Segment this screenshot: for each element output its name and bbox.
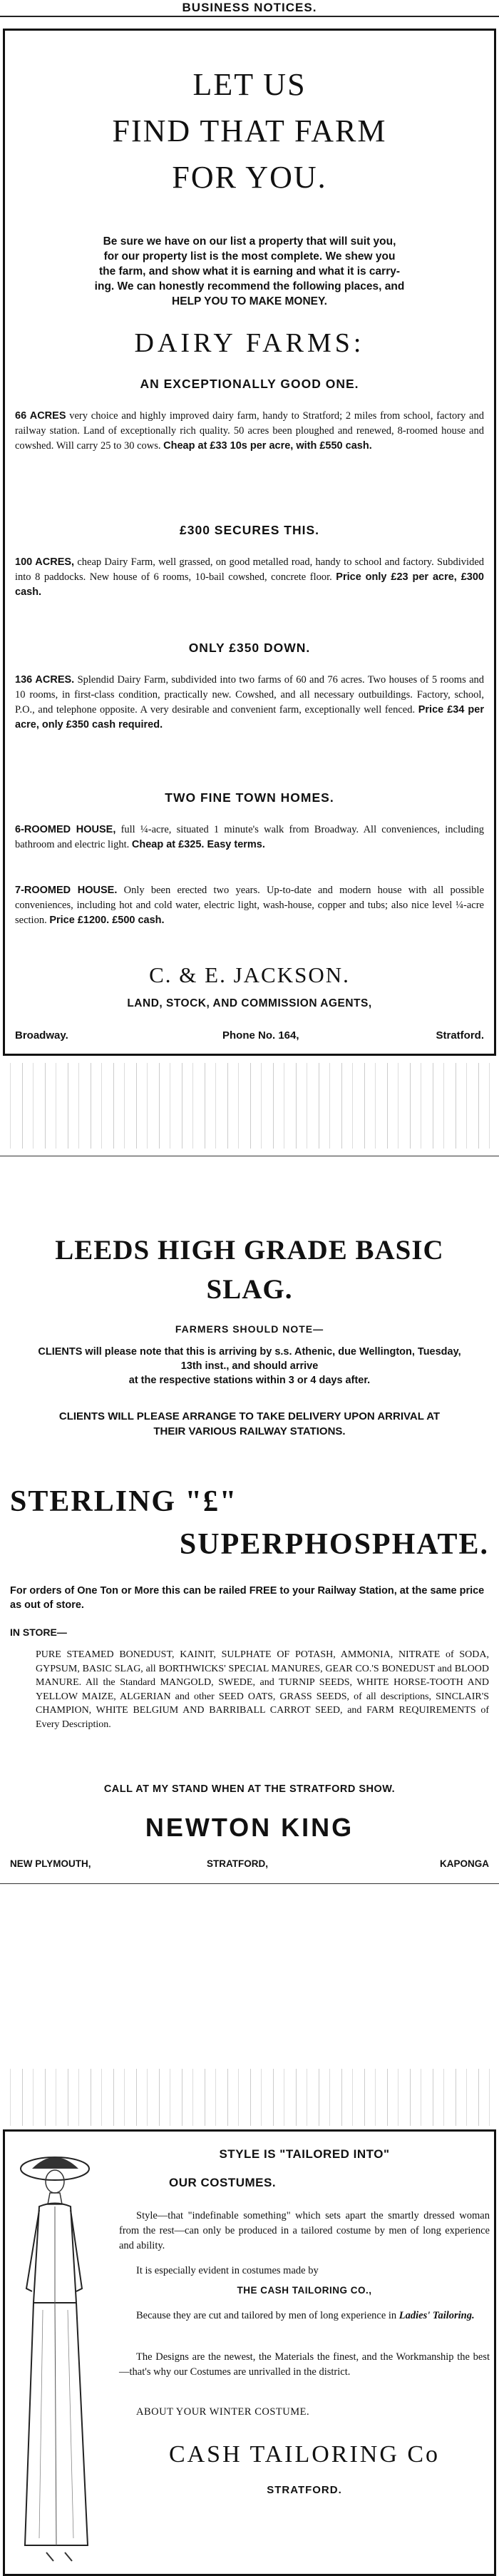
ad2-headline-2: SLAG. xyxy=(206,1274,293,1305)
ad2-call: CALL AT MY STAND WHEN AT THE STRATFORD SHOW. xyxy=(103,1783,396,1795)
lot-lead: 7-ROOMED HOUSE. xyxy=(15,885,118,896)
ad1-footer-left: Broadway. xyxy=(15,1029,68,1042)
lot-lead: 100 ACRES, xyxy=(15,556,75,568)
ad1-sub-town-homes: TWO FINE TOWN HOMES. xyxy=(165,790,334,805)
ad2-note-1-line: at the respective stations within 3 or 4 days after. xyxy=(128,1375,371,1386)
ad3-town: STRATFORD. xyxy=(267,2484,342,2496)
lot-price: Cheap at £33 10s per acre, with £550 cash. xyxy=(163,440,372,452)
ad2-store-text: PURE STEAMED BONEDUST, KAINIT, SULPHATE OF POTASH, AMMONIA, NITRATE of SODA, GYPSUM, BASIC SLAG, all BORTHWICKS' SPECIAL MANURES, GEAR CO.'S BONEDUST and BLOOD MANURE. All the Standard MANGOLD, SWEDE, and TURNIP SEEDS, WHITE HORSE-TOOTH AND YELLOW MAIZE, ALGERIAN and other SEED OATS, GRASS SEEDS, of all descriptions, SINCLAIR'S CHAMPION, WHITE BELGIUM AND BARRIBALL CARROT SEED, and FARM REQUIREMENTS of Every Description. xyxy=(36,1649,489,1730)
ad2-loc-3: KAPONGA xyxy=(439,1858,489,1869)
lot-lead: 136 ACRES. xyxy=(15,674,75,686)
lot-price: Price £1200. £500 cash. xyxy=(49,915,165,926)
ad2-headline-3: STERLING "£" xyxy=(10,1485,238,1518)
ad1-intro xyxy=(15,234,484,309)
ad1-lot-100-acres xyxy=(15,555,484,600)
ad3-para-4: The Designs are the newest, the Materials the finest, and the Workmanship the best—that's why our Costumes are unrivalled in the district. xyxy=(119,2351,490,2378)
lot-price: Cheap at £325. Easy terms. xyxy=(131,839,265,850)
woman-figure-illustration xyxy=(11,2139,118,2567)
lot-price: Price only £23 per acre, £300 cash. xyxy=(15,571,485,598)
ad1-lot-7-roomed xyxy=(15,883,484,928)
ad2-orders: For orders of One Ton or More this can be railed FREE to your Railway Station, at the same price as out of store. xyxy=(10,1585,485,1611)
ad1-lot-136-acres xyxy=(15,673,484,733)
ad1-firm-name: C. & E. JACKSON. xyxy=(149,962,350,987)
cash-tailoring-ad xyxy=(3,2129,496,2576)
newton-king-ad xyxy=(0,1156,499,2076)
ad3-para-2a: It is especially evident in costumes made by xyxy=(136,2265,319,2276)
ad1-sub-exceptional: AN EXCEPTIONALLY GOOD ONE. xyxy=(140,377,359,391)
column-gap xyxy=(0,1063,499,1149)
lot-lead: 6-ROOMED HOUSE, xyxy=(15,824,116,835)
ad3-para-2b: THE CASH TAILORING CO., xyxy=(237,2285,372,2296)
ad2-note-1 xyxy=(29,1345,470,1388)
ad2-note-1-line: CLIENTS will please note that this is arriving by s.s. Athenic, due Wellington, Tuesday, 13th inst., and should arrive xyxy=(38,1346,461,1372)
ad1-footer-mid: Phone No. 164, xyxy=(222,1029,299,1042)
header-rule xyxy=(0,16,499,17)
ad2-note-title: FARMERS SHOULD NOTE— xyxy=(175,1323,324,1335)
ad1-intro-line: Be sure we have on our list a property that will suit you, xyxy=(103,235,396,248)
lot-price: Price £34 per acre, only £350 cash required. xyxy=(15,704,485,730)
lot-lead: 66 ACRES xyxy=(15,410,66,422)
ad1-intro-line: the farm, and show what it is earning and what it is carry- xyxy=(98,265,401,278)
ad2-firm-name: NEWTON KING xyxy=(145,1813,354,1842)
ad3-para-3 xyxy=(119,2308,490,2323)
ad2-headline-4: SUPERPHOSPHATE. xyxy=(179,1528,489,1561)
ad1-headline-3: FOR YOU. xyxy=(172,160,327,195)
ad1-sub-300: £300 SECURES THIS. xyxy=(180,523,319,537)
ad1-intro-line: ing. We can honestly recommend the following places, and xyxy=(94,280,405,292)
ad1-headline-1: LET US xyxy=(192,67,307,102)
ad1-intro-line: for our property list is the most complete. We shew you xyxy=(103,250,396,263)
ad2-headline-1: LEEDS HIGH GRADE BASIC xyxy=(55,1235,444,1266)
ad1-headline-2: FIND THAT FARM xyxy=(112,113,387,148)
ad1-footer-right: Stratford. xyxy=(436,1029,484,1042)
ad1-sub-350: ONLY £350 DOWN. xyxy=(188,641,311,655)
lot-text: Only been erected two years. Up-to-date and modern house with all possible conveniences, including hot and cold water, electric light, wash-house, copper and tubs; also nice level ¼-acre section. xyxy=(15,885,485,926)
ad3-title-2: OUR COSTUMES. xyxy=(169,2176,277,2189)
ad2-loc-1: NEW PLYMOUTH, xyxy=(10,1858,91,1869)
page-header: BUSINESS NOTICES. xyxy=(182,1,317,14)
ad1-intro-cta: HELP YOU TO MAKE MONEY. xyxy=(172,295,327,307)
lot-text: Splendid Dairy Farm, subdivided into two farms of 60 and 76 acres. Two houses of 5 rooms and 10 rooms, in first-class condition, practically new. Cowshed, and all necessary outbuildings. Factory, school, P.O., and telephone opposite. A very desirable and convenient farm, exceptionally well fenced. xyxy=(15,674,485,716)
lot-text: full ¼-acre, situated 1 minute's walk from Broadway. All conveniences, including bathroom and electric light. xyxy=(15,824,485,850)
column-gap-2 xyxy=(0,2069,499,2126)
lot-text: very choice and highly improved dairy farm, handy to Stratford; 2 miles from school, factory and railway station. Land of exceptionally rich quality. 50 acres been ploughed and renewed, 8-roomed house and cowshed. Will carry 25 to 30 cows. xyxy=(15,410,484,452)
ad3-firm-name: CASH TAILORING Co xyxy=(168,2441,441,2468)
ad3-para-3a: Because they are cut and tailored by men of long experience in xyxy=(136,2310,397,2321)
ad3-title-1: STYLE IS "TAILORED INTO" xyxy=(219,2147,390,2161)
ad2-loc-2: STRATFORD, xyxy=(207,1858,268,1869)
lot-text: cheap Dairy Farm, well grassed, on good metalled road, handy to school and factory. Subdivided into 8 paddocks. New house of 6 rooms, 10-bail cowshed, concrete floor. xyxy=(15,556,485,583)
jackson-ad xyxy=(3,29,496,1056)
ad2-note-2: CLIENTS WILL PLEASE ARRANGE TO TAKE DELIVERY UPON ARRIVAL AT THEIR VARIOUS RAILWAY STATIONS. xyxy=(58,1410,441,1437)
ad3-para-1: Style—that "indefinable something" which sets apart the smartly dressed woman from the rest—can only be produced in a tailored costume by men of long experience and ability. xyxy=(119,2210,490,2251)
ad2-bottom-rule xyxy=(0,1883,499,1884)
ad1-lot-6-roomed xyxy=(15,823,484,852)
ad1-firm-desc: LAND, STOCK, AND COMMISSION AGENTS, xyxy=(127,997,372,1009)
ad1-lot-66-acres xyxy=(15,409,484,454)
ad3-about: ABOUT YOUR WINTER COSTUME. xyxy=(136,2406,310,2418)
ad2-in-store: IN STORE— xyxy=(10,1626,67,1638)
ad1-section-dairy: DAIRY FARMS: xyxy=(134,328,365,358)
ad3-para-3b: Ladies' Tailoring. xyxy=(398,2310,475,2321)
